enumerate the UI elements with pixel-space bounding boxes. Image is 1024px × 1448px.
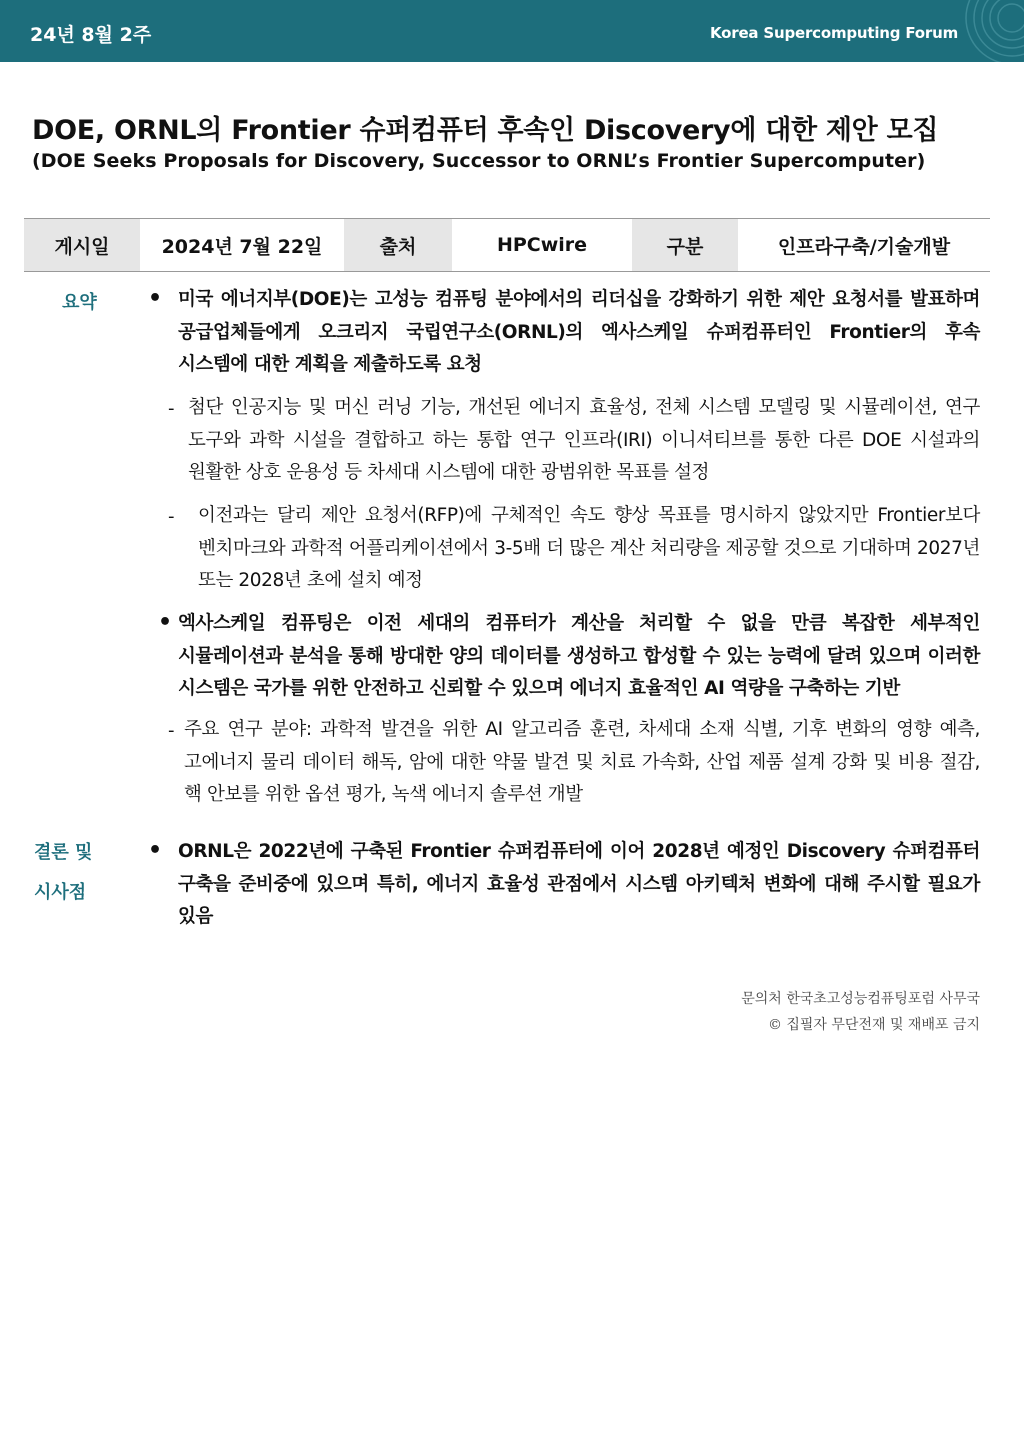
conclusion-bullet: ORNL은 2022년에 구축된 Frontier 슈퍼컴퓨터에 이어 2028년 예정인 Discovery 슈퍼컴퓨터 구축을 준비중에 있으며 특히, 에너지 효율성 관점에서 시스템 아키텍처 변화에 대해 주시할 필요가 있음 bbox=[178, 841, 980, 927]
meta-table bbox=[24, 218, 990, 272]
bullet-icon: • bbox=[158, 610, 173, 635]
summary-sub-2: 이전과는 달리 제안 요청서(RFP)에 구체적인 속도 향상 목표를 명시하지 않았지만 Frontier보다 벤치마크와 과학적 어플리케이션에서 3-5배 더 많은 계산 처리량을 제공할 것으로 기대하며 2027년 또는 2028년 초에 설치 예정 bbox=[198, 505, 980, 591]
conclusion-label-line1: 결론 및 bbox=[34, 842, 93, 863]
summary-bullet-2: 엑사스케일 컴퓨팅은 이전 세대의 컴퓨터가 계산을 처리할 수 없을 만큼 복잡한 세부적인 시뮬레이션과 분석을 통해 방대한 양의 데이터를 생성하고 합성할 수 있는 능력에 달려 있으며 이러한 시스템은 국가를 위한 안전하고 신뢰할 수 있으며 에너지 효율적인 AI 역량을 구축하는 기반 bbox=[178, 613, 980, 699]
date-value: 2024년 7월 22일 bbox=[161, 235, 323, 258]
dash-icon: - bbox=[168, 506, 175, 527]
dash-icon: - bbox=[168, 720, 175, 741]
summary-sub-3: 주요 연구 분야: 과학적 발견을 위한 AI 알고리즘 훈련, 차세대 소재 식별, 기후 변화의 영향 예측, 고에너지 물리 데이터 해독, 암에 대한 약물 발견 및 치료 가속화, 산업 제품 설계 강화 및 비용 절감, 핵 안보를 위한 옵션 평가, 녹색 에너지 솔루션 개발 bbox=[184, 719, 980, 805]
conclusion-label-line2: 시사점 bbox=[34, 882, 87, 903]
bullet-icon: • bbox=[148, 838, 163, 863]
header-bar bbox=[0, 0, 1024, 62]
article-title: DOE, ORNL의 Frontier 슈퍼컴퓨터 후속인 Discovery에 대한 제안 모집 bbox=[32, 115, 939, 146]
footer-contact: 문의처 한국초고성능컴퓨팅포럼 사무국 bbox=[741, 991, 980, 1007]
category-value: 인프라구축/기술개발 bbox=[777, 235, 951, 258]
source-label: 출처 bbox=[344, 219, 452, 271]
footer-copyright: © 집필자 무단전재 및 재배포 금지 bbox=[767, 1017, 980, 1033]
issue-week: 24년 8월 2주 bbox=[30, 24, 152, 46]
source-value: HPCwire bbox=[496, 234, 588, 256]
forum-name: Korea Supercomputing Forum bbox=[709, 24, 958, 42]
summary-bullet-1: 미국 에너지부(DOE)는 고성능 컴퓨팅 분야에서의 리더십을 강화하기 위한 제안 요청서를 발표하며 공급업체들에게 오크리지 국립연구소(ORNL)의 엑사스케일 슈퍼컴퓨터인 Frontier의 후속 시스템에 대한 계획을 제출하도록 요청 bbox=[178, 289, 980, 375]
swirl-decoration-icon bbox=[904, 0, 1024, 62]
summary-label: 요약 bbox=[62, 292, 97, 313]
summary-sub-1: 첨단 인공지능 및 머신 러닝 기능, 개선된 에너지 효율성, 전체 시스템 모델링 및 시뮬레이션, 연구 도구와 과학 시설을 결합하고 하는 통합 연구 인프라(IRI) 이니셔티브를 통한 다른 DOE 시설과의 원활한 상호 운용성 등 차세대 시스템에 대한 광범위한 목표를 설정 bbox=[188, 397, 980, 483]
date-label: 게시일 bbox=[24, 219, 140, 271]
category-label: 구분 bbox=[632, 219, 738, 271]
bullet-icon: • bbox=[148, 286, 163, 311]
article-subtitle: (DOE Seeks Proposals for Discovery, Successor to ORNL’s Frontier Supercomputer) bbox=[32, 150, 926, 172]
dash-icon: - bbox=[168, 398, 175, 419]
